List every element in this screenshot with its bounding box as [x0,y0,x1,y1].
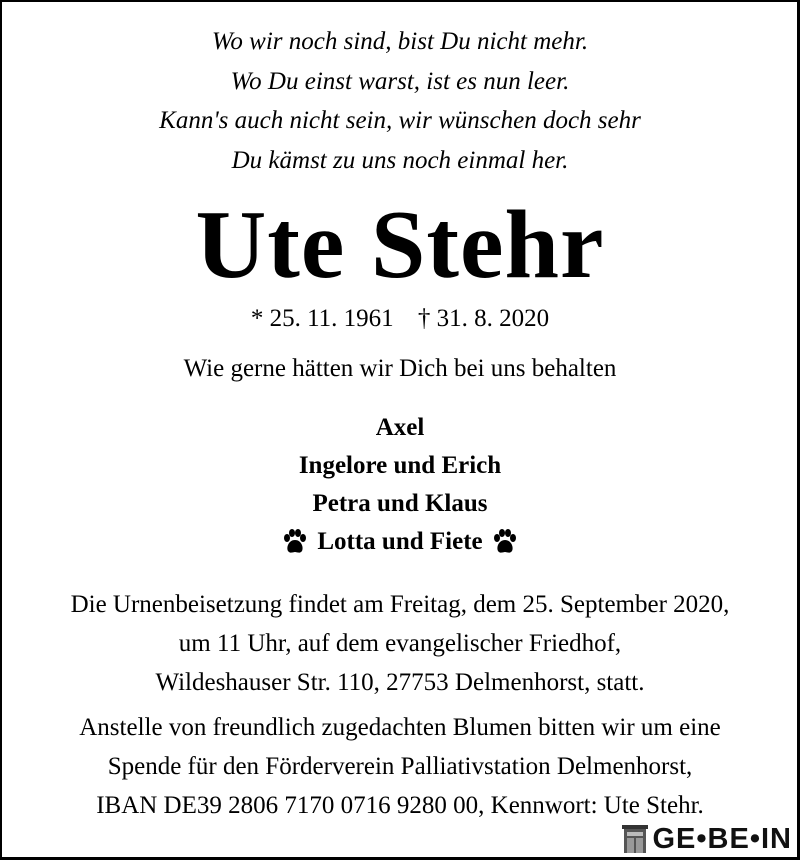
donation-line: Anstelle von freundlich zugedachten Blumen bitten wir um eine [79,714,721,741]
mourner-name: Ingelore und Erich [298,452,502,479]
gebein-building-logo-icon [622,825,648,853]
mourners-list [0,409,800,561]
gebein-logo [616,822,797,856]
logo-text: GE•BE•IN [652,822,792,855]
mourner-pets [0,523,800,561]
donation-line: IBAN DE39 2806 7170 0716 9280 00, Kennwort: Ute Stehr. [96,792,704,819]
memorial-poem [0,22,800,180]
birth-date: * 25. 11. 1961 [250,305,394,332]
mourner-name: Petra und Klaus [312,490,488,517]
funeral-line: um 11 Uhr, auf dem evangelischer Friedhof, [178,630,622,657]
farewell-line: Wie gerne hätten wir Dich bei uns behalten [183,355,617,382]
life-dates [0,302,800,336]
donation-info [0,708,800,825]
deceased-name: Ute Stehr [195,191,605,299]
death-date: † 31. 8. 2020 [417,305,550,332]
poem-line: Wo Du einst warst, ist es nun leer. [230,67,570,95]
funeral-line: Die Urnenbeisetzung findet am Freitag, dem 25. September 2020, [70,591,730,618]
donation-line: Spende für den Förderverein Palliativstation Delmenhorst, [107,753,693,780]
funeral-line: Wildeshauser Str. 110, 27753 Delmenhorst, statt. [155,669,645,696]
funeral-info [0,585,800,702]
mourner-name: Axel [375,414,425,441]
poem-line: Kann's auch nicht sein, wir wünschen doch sehr [159,107,641,134]
pets-names: Lotta und Fiete [317,528,483,555]
paw-print-icon [281,528,309,556]
paw-print-icon [491,528,519,556]
poem-line: Du kämst zu uns noch einmal her. [231,146,569,174]
poem-line: Wo wir noch sind, bist Du nicht mehr. [211,28,589,55]
